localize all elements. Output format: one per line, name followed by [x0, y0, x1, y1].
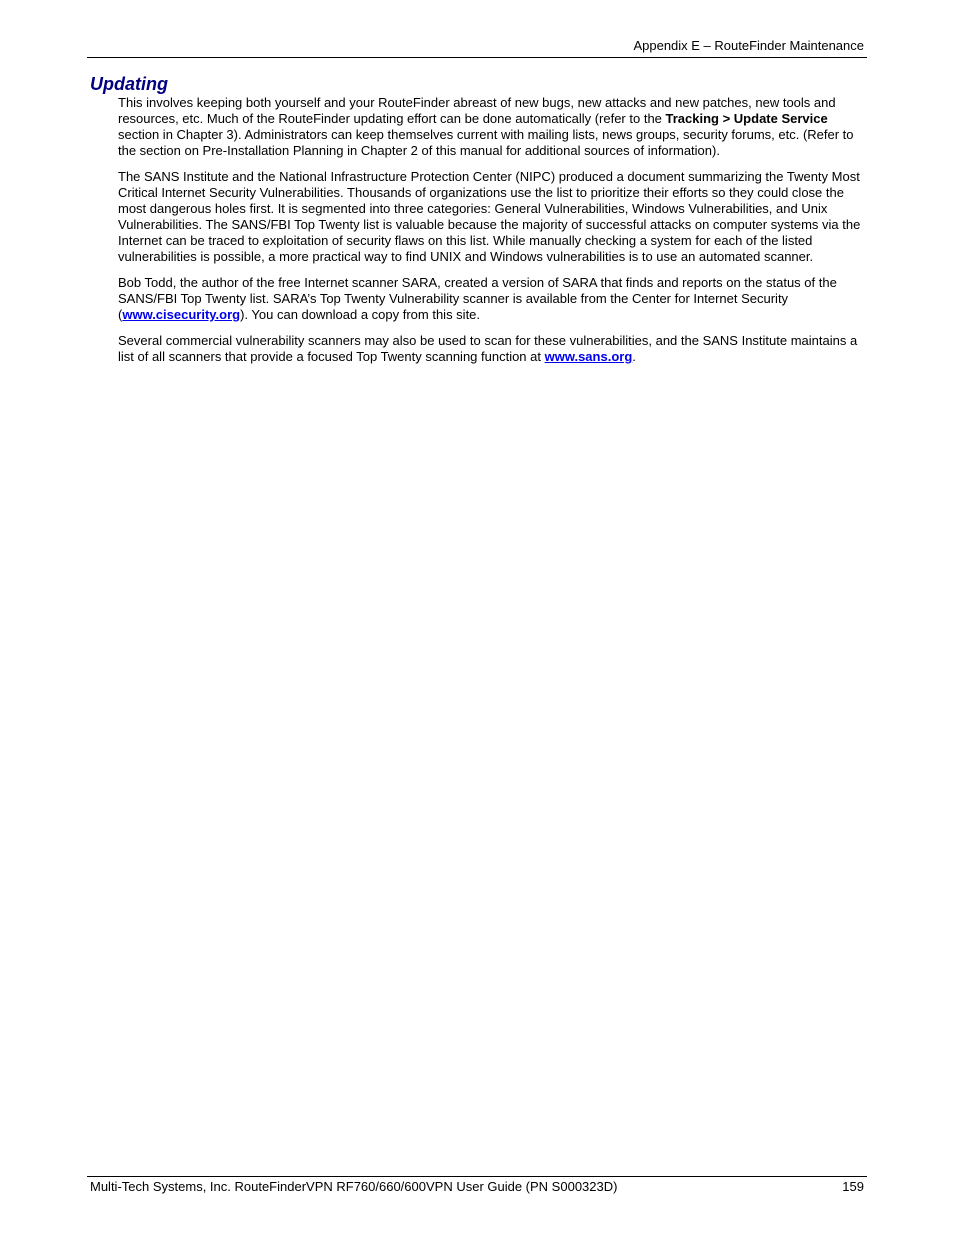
cisecurity-link[interactable]: www.cisecurity.org — [122, 307, 241, 322]
paragraph-sans-nipc — [118, 169, 866, 265]
sans-link[interactable]: www.sans.org — [544, 349, 633, 364]
paragraph-text: This involves keeping both yourself and your RouteFinder abreast of new bugs, new attacks and new patches, new tools and resources, etc. Much of the RouteFinder updating effort can be done automatically (refer to the — [118, 95, 836, 126]
page-number: 159 — [842, 1179, 864, 1194]
menu-path-reference: Tracking > Update Service — [665, 111, 828, 126]
footer-document-title: Multi-Tech Systems, Inc. RouteFinderVPN RF760/660/600VPN User Guide (PN S000323D) — [90, 1179, 618, 1194]
paragraph-sara — [118, 275, 866, 323]
footer-rule — [87, 1176, 867, 1177]
header-rule — [87, 57, 867, 58]
paragraph-text: section in Chapter 3). Administrators can keep themselves current with mailing lists, news groups, security forums, etc. (Refer to the section on Pre-Installation Planning in Chapter 2 of this manual for additional sources of information). — [118, 127, 854, 158]
paragraph-commercial-scanners — [118, 333, 866, 365]
paragraph-updating-intro — [118, 95, 866, 159]
paragraph-text: The SANS Institute and the National Infrastructure Protection Center (NIPC) produced a document summarizing the Twenty Most Critical Internet Security Vulnerabilities. Thousands of organizations use the list to prioritize their efforts so they could close the most dangerous holes first. It is segmented into three categories: General Vulnerabilities, Windows Vulnerabilities, and Unix Vulnerabilities. The SANS/FBI Top Twenty list is valuable because the majority of successful attacks on computer systems via the Internet can be traced to exploitation of security flaws on this list. While manually checking a system for each of the listed vulnerabilities is possible, a more practical way to find UNIX and Windows vulnerabilities is to use an automated scanner. — [118, 169, 861, 264]
body-text — [118, 95, 866, 375]
paragraph-text: Bob Todd, the author of the free Internet scanner SARA, created a version of SARA that finds and reports on the status of the SANS/FBI Top Twenty list. SARA’s Top Twenty Vulnerability scanner is available from the Center for Internet Security ( — [118, 275, 837, 322]
paragraph-text: Several commercial vulnerability scanners may also be used to scan for these vulnerabilities, and the SANS Institute maintains a list of all scanners that provide a focused Top Twenty scanning function at — [118, 333, 858, 364]
running-header: Appendix E – RouteFinder Maintenance — [633, 38, 864, 53]
section-title: Updating — [90, 74, 168, 94]
paragraph-text: . — [632, 349, 636, 364]
paragraph-text: ). You can download a copy from this site. — [240, 307, 481, 322]
